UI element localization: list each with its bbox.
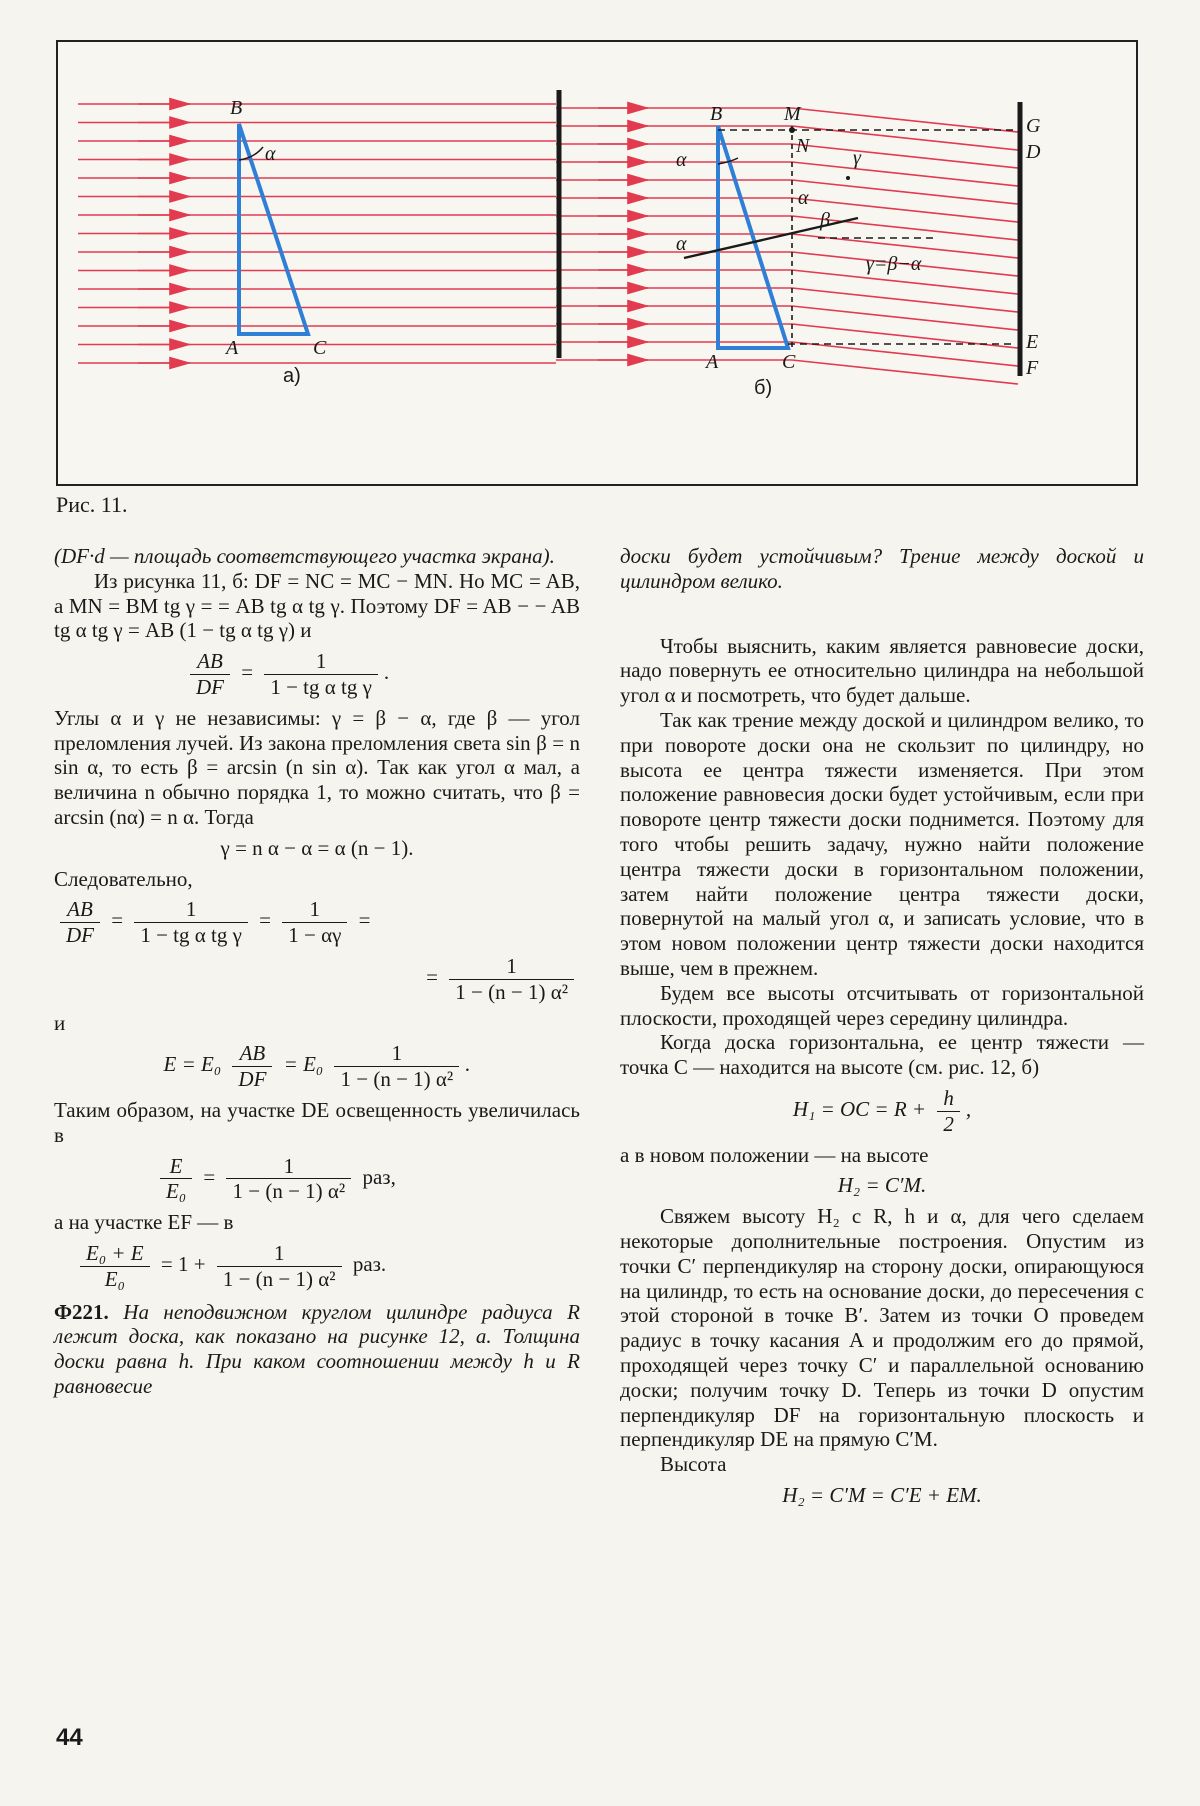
left-eq5: $\frac{E}{\text{E₀}}$ = $\frac{1}{\text{1 − (n − 1) α²}}$ раз,	[154, 1154, 580, 1205]
figure-11-drawing	[58, 42, 1140, 488]
problem-text: На неподвижном круглом цилиндре радиуса R лежит доска, как показано на рисунке 12, а. Толщина доски равна h. При каком соотношении между h и R равновесие	[54, 1299, 580, 1398]
left-eq5-den: E₀	[166, 1179, 187, 1204]
left-eq4-num: AB	[232, 1041, 272, 1067]
left-eq5-num: E	[160, 1154, 192, 1180]
panel-b-point-M	[789, 127, 795, 133]
left-p4: Следовательно,	[54, 866, 193, 891]
left-eq6-rhs-num: 1	[217, 1241, 342, 1267]
right-p7: Высота	[660, 1452, 727, 1477]
panel-b-ray-out	[792, 108, 1018, 132]
left-eq4: E = E₀ $\frac{AB}{DF}$ = E₀ $\frac{1}{\text{1 − (n − 1) α²}}$ .	[163, 1041, 471, 1092]
panel-b-alpha-right: α	[798, 187, 809, 209]
left-eq2: γ = n α − α = α (n − 1).	[220, 835, 414, 860]
right-eq1-lhs: H₁ = OC = R +	[792, 1097, 927, 1122]
left-eq6-plus: = 1 +	[160, 1252, 206, 1277]
right-eq1-den: 2	[943, 1111, 954, 1136]
panel-b-alpha-apex: α	[676, 149, 687, 171]
panel-b-label-E: E	[1026, 331, 1039, 353]
left-eq1-rhs-den: 1 − tg α tg γ	[270, 674, 372, 699]
left-eq3-num: AB	[60, 897, 100, 923]
panel-b-label-N: N	[796, 135, 810, 157]
panel-b-label-G: G	[1026, 115, 1041, 137]
left-eq3b-num: 1	[449, 954, 574, 980]
left-eq4-rhs-num: 1	[334, 1041, 459, 1067]
left-eq1-den: DF	[196, 674, 224, 699]
panel-b-label-F: F	[1026, 357, 1039, 379]
left-eq3: $\frac{AB}{DF}$ = $\frac{1}{\text{1 − tg α tg γ}}$ = $\frac{1}{1 - \alpha\gamma}$ =	[54, 897, 580, 948]
left-eq3-f2-den: 1 − αγ	[288, 923, 342, 948]
panel-b-label-D: D	[1026, 141, 1041, 163]
left-eq4-lhs: E = E₀	[163, 1052, 222, 1077]
left-problem	[54, 1300, 580, 1399]
left-p2: Из рисунка 11, б: DF = NC = MC − MN. Но MC = AB, а MN = BM tg γ = = AB tg α tg γ. Поэтому DF = AB − − AB tg α tg γ = AB (1 − tg α tg γ) и	[54, 568, 580, 643]
right-column	[620, 544, 1144, 1514]
panel-b-ray-out	[792, 162, 1018, 186]
panel-b-ray-out	[792, 288, 1018, 312]
left-eq6	[74, 1241, 580, 1292]
right-p3: Будем все высоты отсчитывать от горизонтальной плоскости, проходящей через середину цилиндра.	[620, 980, 1144, 1030]
left-eq1-rhs-num: 1	[264, 649, 378, 675]
left-eq5-rhs-num: 1	[226, 1154, 351, 1180]
panel-a-label-A: A	[226, 337, 239, 359]
panel-a-caption: а)	[283, 365, 301, 387]
panel-a-rays	[78, 104, 556, 363]
panel-b-gamma: γ	[853, 147, 861, 169]
right-p0: доски будет устойчивым? Трение между доской и цилиндром велико.	[620, 544, 1144, 593]
panel-b-ray-out	[792, 342, 1018, 366]
left-eq6-rhs-den: 1 − (n − 1) α²	[222, 1266, 336, 1291]
panel-b-beta: β	[820, 209, 830, 231]
left-column	[54, 544, 580, 1399]
right-eq2: H₂ = C′M.	[837, 1173, 927, 1198]
right-p5: а в новом положении — на высоте	[620, 1142, 929, 1167]
left-eq3-den: DF	[66, 923, 94, 948]
left-p7: а на участке EF — в	[54, 1210, 234, 1235]
right-p1: Чтобы выяснить, каким является равновесие доски, надо повернуть ее относительно цилиндра на небольшой угол α и посмотреть, что будет дальше.	[620, 633, 1144, 708]
left-eq4-den: DF	[238, 1067, 267, 1092]
panel-b-alpha-left: α	[676, 233, 687, 255]
right-p2: Так как трение между доской и цилиндром велико, то при повороте доски она не скользит по цилиндру, но высота ее центра тяжести изменяется. При этом положение равновесия доски будет устойчивым, если при повороте центр тяжести доски поднимется. Поэтому для того чтобы решить задачу, нужно найти положение центра тяжести доски в горизонтальном положении, затем найти положение центра тяжести доски, повернутой на малый угол α, и записать условие, что в этом новом положении центр тяжести доски находится выше, чем в прежнем.	[620, 707, 1144, 980]
panel-a-alpha: α	[265, 143, 276, 165]
left-p3: Углы α и γ не независимы: γ = β − α, где β — угол преломления лучей. Из закона преломления света sin β = n sin α, то есть β = arcsin (n sin α). Так как угол α мал, а величина n обычно порядка 1, то можно считать, что β = arcsin (nα) = n α. Тогда	[54, 705, 580, 829]
panel-b-ray-out	[792, 180, 1018, 204]
problem-id: Ф221.	[54, 1299, 109, 1324]
right-p4: Когда доска горизонтальна, ее центр тяжести — точка C — находится на высоте (см. рис. 12, б)	[620, 1030, 1144, 1080]
left-eq4-rhs-den: 1 − (n − 1) α²	[340, 1067, 454, 1092]
panel-b-dot	[846, 176, 850, 180]
left-eq5-rhs-den: 1 − (n − 1) α²	[232, 1179, 346, 1204]
right-eq3: H₂ = C′M = C′E + EM.	[782, 1482, 982, 1507]
left-p5: и	[54, 1010, 66, 1035]
panel-a-label-B: B	[230, 97, 243, 119]
left-eq3b: = $\frac{1}{\text{1 − (n − 1) α²}}$	[54, 954, 580, 1005]
right-eq1-num: h	[937, 1086, 960, 1112]
right-p6: Свяжем высоту H₂ с R, h и α, для чего сделаем некоторые дополнительные построения. Опустим из точки C′ перпендикуляр на сторону доски, опирающуюся на цилиндр, то есть на основание доски, до пересечения с этой стороной в точке B′. Затем из точки O проведем радиус в точку касания A и продолжим его до прямой, проходящей через точку C′ и параллельной основанию доски; получим точку D. Теперь из точки D опустим перпендикуляр DF на горизонтальную плоскость и перпендикуляр DE на прямую C′M.	[620, 1204, 1144, 1452]
panel-b-ray-out	[792, 306, 1018, 330]
left-eq6-times: раз.	[352, 1252, 387, 1277]
page-number: 44	[56, 1724, 83, 1751]
left-p1: (DF·d — площадь соответствующего участка экрана).	[54, 544, 555, 568]
panel-b-ray-out	[792, 144, 1018, 168]
left-eq1: $\frac{AB}{DF}$ = $\frac{1}{\text{1 − tg α tg γ}}$ .	[184, 649, 580, 700]
panel-b-label-B: B	[710, 103, 723, 125]
panel-b-gamma-eq: γ=β−α	[866, 253, 922, 275]
left-eq3-f1-den: 1 − tg α tg γ	[140, 923, 242, 948]
panel-a-label-C: C	[313, 337, 327, 359]
figure-caption: Рис. 11.	[56, 492, 128, 517]
panel-b-label-C: C	[782, 351, 796, 373]
left-eq3-f1-num: 1	[134, 897, 248, 923]
right-eq1: H₁ = OC = R + $\frac{h}{2}$ ,	[792, 1085, 972, 1136]
left-eq1-num: AB	[190, 649, 230, 675]
panel-b-label-A: A	[706, 351, 719, 373]
left-eq5-times: раз,	[362, 1164, 396, 1189]
left-eq4-mid: = E₀	[283, 1052, 324, 1077]
left-eq3-f2-num: 1	[282, 897, 347, 923]
panel-b-ray-out	[792, 360, 1018, 384]
panel-b-caption: б)	[754, 377, 773, 399]
figure-11	[56, 40, 1138, 486]
panel-b-label-M: M	[784, 103, 801, 125]
left-eq6-den: E₀	[104, 1266, 125, 1291]
left-p6: Таким образом, на участке DE освещенность увеличилась в	[54, 1097, 580, 1147]
left-eq6-num: E₀ + E	[80, 1241, 150, 1267]
left-eq3b-den: 1 − (n − 1) α²	[455, 979, 568, 1004]
